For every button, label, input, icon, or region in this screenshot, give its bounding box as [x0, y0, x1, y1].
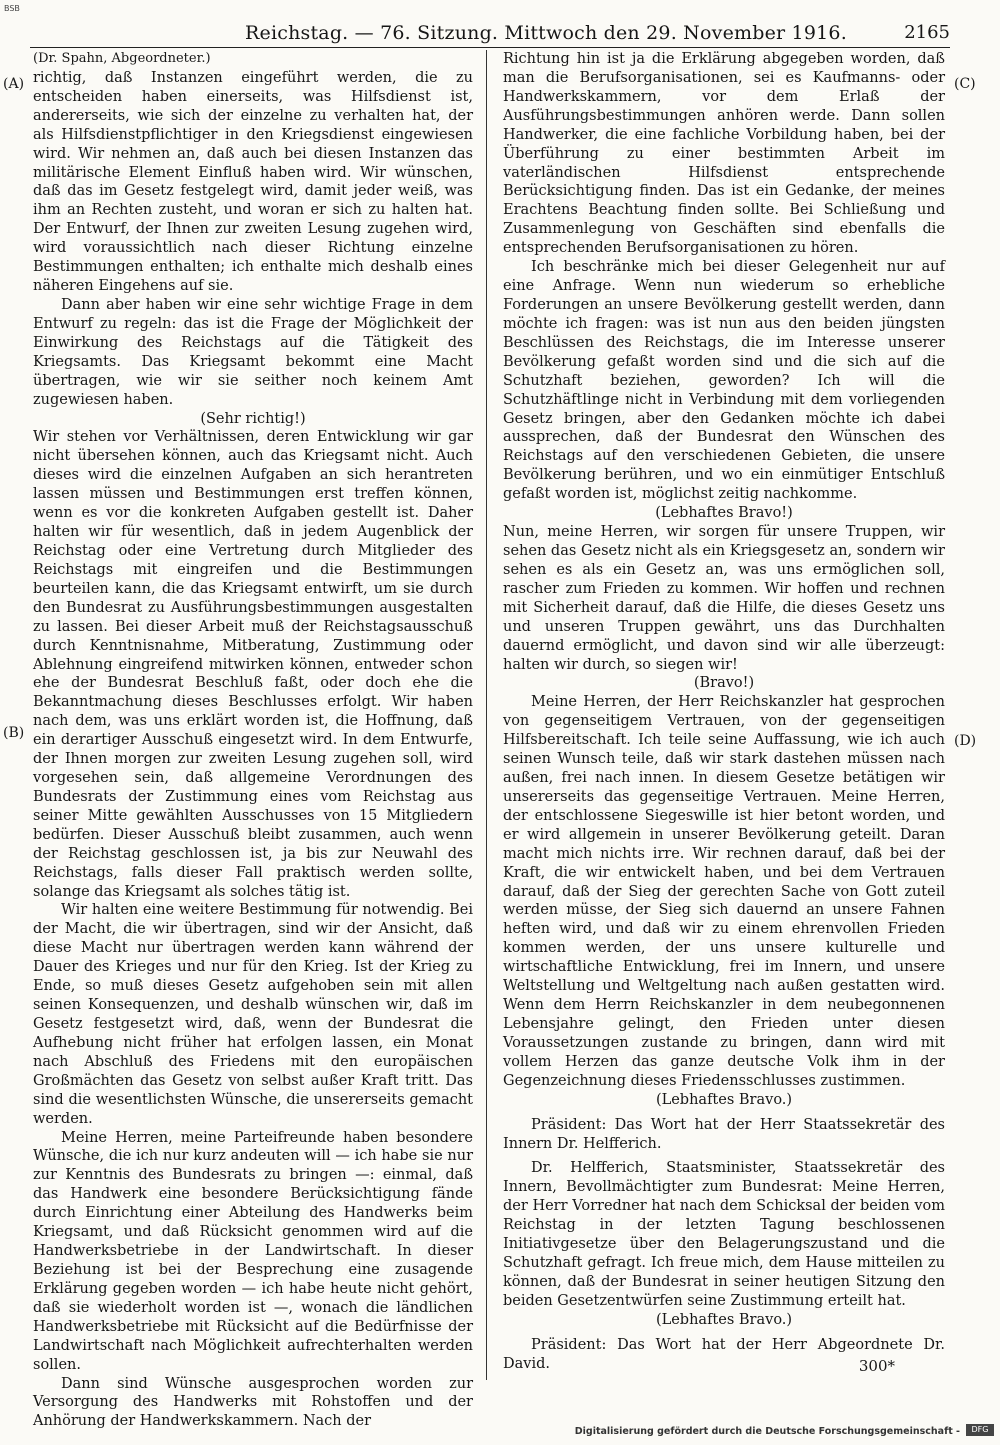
paragraph: richtig, daß Instanzen eingeführt werden, die zu entscheiden haben einerseits, was Hilfsdienst ist, andererseits, wie sich der einzelne zu verhalten hat, der als Hilfsdienstpflichtiger in den Kriegsdienst eingewiesen wird. Wir nehmen an, daß auch bei diesen Instanzen das militärische Element Einfluß haben wird. Wir wünschen, daß das im Gesetz festgelegt wird, damit jeder weiß, was ihm an Rechten zusteht, und woran er sich zu halten hat. Der Entwurf, der Ihnen zur zweiten Lesung zugehen wird, wird voraussichtlich nach dieser Richtung einzelne Bestimmungen enthalten; ich enthalte mich deshalb eines näheren Eingehens auf sie. — [33, 69, 473, 295]
paragraph: Richtung hin ist ja die Erklärung abgegeben worden, daß man die Berufsorganisationen, sei es Kaufmanns- oder Handwerkskammern, vor dem Erlaß der Ausführungsbestimmungen anhören werde. Dann sollen Handwerker, die eine fachliche Vorbildung haben, bei der Überführung zu einer bestimmten Arbeit im vaterländischen Hilfsdienst entsprechende Berücksichtigung finden. Das ist ein Gedanke, der meines Erachtens Beachtung finden sollte. Bei Schließung und Zusammenlegung von Geschäften sind ebenfalls die entsprechenden Berufsorganisationen zu hören. — [503, 51, 945, 257]
paragraph: Dann sind Wünsche ausgesprochen worden zur Versorgung des Handwerks mit Rohstoffen und der Anhörung der Handwerkskammern. Nach der — [33, 1375, 473, 1430]
right-column — [503, 50, 945, 1374]
interjection: (Lebhaftes Bravo.) — [655, 1091, 793, 1108]
paragraph: Ich beschränke mich bei dieser Gelegenheit nur auf eine Anfrage. Wenn nun wiederum so erhebliche Forderungen an unsere Bevölkerung gestellt werden, dann möchte ich fragen: was ist nun aus den beiden jüngsten Beschlüssen des Reichstags, die im Interesse unserer Bevölkerung gefaßt worden sind und die sich auf die Schutzhaft beziehen, geworden? Ich will die Schutzhäftlinge nicht in Verbindung mit dem vorliegenden Gesetz bringen, aber den Gedanken möchte ich dabei aussprechen, daß der Bundesrat den Wünschen des Reichstags auf den verschiedenen Gebieten, die unsere Bevölkerung berühren, und wo ein einmütiger Entschluß gefaßt worden ist, möglichst zeitig nachkomme. — [503, 259, 945, 503]
interjection: (Bravo!) — [693, 675, 755, 692]
footer-credit: Digitalisierung gefördert durch die Deutsche Forschungsgemeinschaft - — [574, 1426, 960, 1437]
margin-label-a: (A) — [3, 76, 25, 92]
interjection: (Sehr richtig!) — [200, 410, 306, 427]
sheet-mark: 300* — [858, 1357, 895, 1375]
paragraph: Meine Herren, der Herr Reichskanzler hat gesprochen von gegenseitigem Vertrauen, von der gegenseitigen Hilfsbereitschaft. Ich teile seine Auffassung, wie ich auch seinen Wunsch teile, daß wir stark dastehen müssen nach außen, frei nach innen. In diesem Gesetze betätigen wir unsererseits das gegenseitige Vertrauen. Meine Herren, der entschlossene Siegeswille ist hier betont worden, und er wird allgemein in unserer Bevölkerung geteilt. Daran macht mich nichts irre. Wir rechnen darauf, daß bei der Kraft, die wir entwickelt haben, und bei dem Vertrauen darauf, daß der Sieg der gerechten Sache von Gott zuteil werden müsse, der Sieg sich dauernd an unsere Fahnen heften wird, und daß wir zu einem ehrenvollen Frieden kommen werden, der uns unsere kulturelle und wirtschaftliche Entwicklung, frei im Innern, und unsere Weltstellung und Weltgeltung nach außen gestatten wird. Wenn dem Herrn Reichskanzler in dem neubegonnenen Lebensjahre gelingt, den Frieden unter diesen Voraussetzungen zustande zu bringen, dann wird mit vollem Herzen das ganze deutsche Volk ihm in der Gegenzeichnung dieses Friedensschlusses zustimmen. — [503, 694, 945, 1089]
speaker-statement: Dr. Helfferich, Staatsminister, Staatssekretär des Innern, Bevollmächtigter zum Bundesrat: Meine Herren, der Herr Vorredner hat nach dem Schicksal der beiden vom Reichstag in der letzten Tagung beschlossenen Initiativgesetze über den Belagerungszustand und die Schutzhaft gefragt. Ich freue mich, dem Hause mitteilen zu können, daß der Bundesrat in seiner heutigen Sitzung den beiden Gesetzentwürfen seine Zustimmung erteilt hat. — [503, 1160, 945, 1309]
interjection: (Lebhaftes Bravo!) — [655, 505, 793, 522]
interjection: (Lebhaftes Bravo.) — [655, 1311, 793, 1328]
library-stamp: BSB — [4, 4, 20, 13]
running-header: Reichstag. — 76. Sitzung. Mittwoch den 29. November 1916. — [245, 22, 847, 44]
page-number: 2165 — [904, 22, 950, 43]
margin-label-b: (B) — [3, 725, 25, 741]
paragraph: Wir stehen vor Verhältnissen, deren Entwicklung wir gar nicht übersehen können, auch das Kriegsamt nicht. Auch dieses wird die einzelnen Aufgaben an sich herantreten lassen müssen und Bestimmungen erst treffen können, wenn es vor die konkreten Aufgaben gestellt ist. Daher halten wir für wesentlich, daß in jedem Augenblick der Reichstag oder eine Vertretung durch Mitglieder des Reichstags mit eingreifen und die Bestimmungen beurteilen kann, die das Kriegsamt entwirft, um sie durch den Bundesrat zu Ausführungsbestimmungen ausgestalten zu lassen. Bei dieser Arbeit muß der Reichstagsausschuß durch Kenntnisnahme, Mitberatung, Zustimmung oder Ablehnung eingreifend mitwirken können, entweder schon ehe der Bundesrat Beschluß faßt, oder doch ehe die Bekanntmachung dieses Beschlusses erfolgt. Wir haben nach dem, was uns erklärt worden ist, die Hoffnung, daß ein derartiger Ausschuß eingesetzt wird. In dem Entwurfe, der Ihnen morgen zur zweiten Lesung zugehen soll, wird vorgesehen sein, daß allgemeine Verordnungen des Bundesrats der Zustimmung eines vom Reichstag aus seiner Mitte gewählten Ausschusses von 15 Mitgliedern bedürfen. Dieser Ausschuß bleibt zusammen, auch wenn der Reichstag geschlossen ist, ja bis zur Neuwahl des Reichstags, falls dieser Fall praktisch werden sollte, solange das Kriegsamt als solches tätig ist. — [33, 429, 473, 900]
left-column — [33, 50, 473, 1431]
paragraph: Meine Herren, meine Parteifreunde haben besondere Wünsche, die ich nur kurz andeuten will — ich habe sie nur zur Kenntnis des Bundesrats zu bringen —: einmal, daß das Handwerk eine besondere Berücksichtigung fände durch Einrichtung einer Abteilung des Handwerks beim Kriegsamt, und daß Rücksicht genommen wird auf die Handwerksbetriebe in der Landwirtschaft. In dieser Beziehung ist bei der Besprechung eine zusagende Erklärung gegeben worden — ich habe heute nicht gehört, daß sie wiederholt worden ist —, wonach die ländlichen Handwerksbetriebe mit Rücksicht auf die Bedürfnisse der Landwirtschaft nach Möglichkeit aufrechterhalten werden sollen. — [33, 1129, 473, 1373]
margin-label-c: (C) — [954, 76, 976, 92]
margin-label-d: (D) — [954, 733, 977, 749]
president-statement: Präsident: Das Wort hat der Herr Abgeordnete Dr. David. — [503, 1336, 945, 1372]
president-statement: Präsident: Das Wort hat der Herr Staatssekretär des Innern Dr. Helfferich. — [503, 1116, 945, 1152]
speaker-context: (Dr. Spahn, Abgeordneter.) — [33, 51, 211, 66]
paragraph: Wir halten eine weitere Bestimmung für notwendig. Bei der Macht, die wir übertragen, sind wir der Ansicht, daß diese Macht nur übertragen werden kann während der Dauer des Krieges und nur für den Krieg. Ist der Krieg zu Ende, so muß dieses Gesetz aufgehoben sein mit allen seinen Konsequenzen, und deshalb wünschen wir, daß im Gesetz festgesetzt wird, daß, wenn der Bundesrat die Aufhebung nicht früher hat erfolgen lassen, ein Monat nach Abschluß des Friedens mit den europäischen Großmächten das Gesetz von selbst außer Kraft tritt. Das sind die wesentlichsten Wünsche, die unsererseits gemacht werden. — [33, 902, 473, 1127]
column-divider — [486, 50, 487, 1380]
paragraph: Nun, meine Herren, wir sorgen für unsere Truppen, wir sehen das Gesetz nicht als ein Kriegsgesetz an, sondern wir sehen es als ein Gesetz an, was uns ermöglichen soll, rascher zum Frieden zu kommen. Wir hoffen und rechnen mit Sicherheit darauf, daß die Hilfe, die dieses Gesetz uns und unseren Truppen gewährt, uns das Durchhalten dauernd ermöglicht, und davon sind wir alle überzeugt: halten wir durch, so siegen wir! — [503, 524, 945, 673]
dfg-logo: DFG — [966, 1424, 994, 1436]
header-rule — [30, 47, 950, 48]
paragraph: Dann aber haben wir eine sehr wichtige Frage in dem Entwurf zu regeln: das ist die Frage der Möglichkeit der Einwirkung des Reichstags auf die Tätigkeit des Kriegsamts. Das Kriegsamt bekommt eine Macht übertragen, wie wir sie seither noch keinem Amt zugewiesen haben. — [33, 296, 473, 408]
